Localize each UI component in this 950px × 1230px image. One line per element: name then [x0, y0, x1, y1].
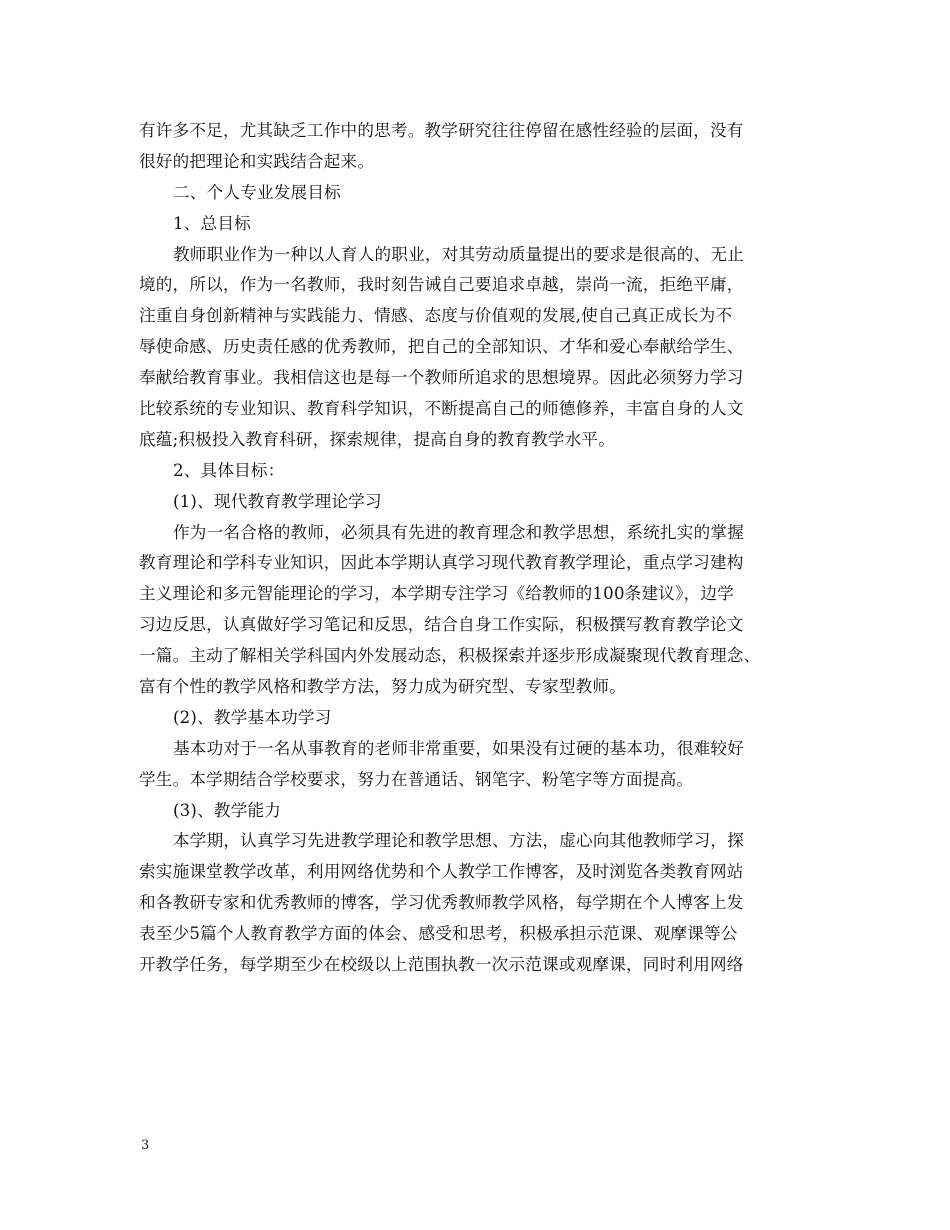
text-line: 很好的把理论和实践结合起来。 [139, 151, 375, 171]
text-line: 一篇。主动了解相关学科国内外发展动态，积极探索并逐步形成凝聚现代教育理念、 [139, 646, 761, 666]
text-line: 有许多不足，尤其缺乏工作中的思考。教学研究往往停留在感性经验的层面，没有 [139, 121, 744, 140]
text-line: 教育理论和学科专业知识，因此本学期认真学习现代教育教学理论，重点学习建构 [139, 553, 744, 573]
text-line: 习边反思，认真做好学习笔记和反思，结合自身工作实际，积极撰写教育教学论文 [139, 615, 744, 635]
item-heading: (1)、现代教育教学理论学习 [173, 491, 382, 511]
text-line: 境的，所以，作为一名教师，我时刻告诫自己要追求卓越，崇尚一流，拒绝平庸， [139, 275, 744, 295]
text-line: 富有个性的教学风格和教学方法，努力成为研究型、专家型教师。 [139, 677, 627, 697]
text-line: 学生。本学期结合学校要求，努力在普通话、钢笔字、粉笔字等方面提高。 [139, 769, 694, 789]
text-line: 索实施课堂教学改革，利用网络优势和个人教学工作博客，及时浏览各类教育网站 [139, 862, 744, 882]
text-line: 辱使命感、历史责任感的优秀教师，把自己的全部知识、才华和爱心奉献给学生、 [139, 337, 744, 357]
item-heading: (2)、教学基本功学习 [173, 707, 332, 727]
text-line: 基本功对于一名从事教育的老师非常重要，如果没有过硬的基本功，很难较好 [173, 738, 744, 758]
section-heading: 二、个人专业发展目标 [173, 182, 341, 202]
text-line: 作为一名合格的教师，必须具有先进的教育理念和教学思想，系统扎实的掌握 [173, 522, 744, 542]
text-line: 教师职业作为一种以人育人的职业，对其劳动质量提出的要求是很高的、无止 [173, 244, 744, 264]
text-line: 开教学任务，每学期至少在校级以上范围执教一次示范课或观摩课，同时利用网络 [139, 955, 744, 975]
text-line: 本学期，认真学习先进教学理论和教学思想、方法，虚心向其他教师学习，探 [173, 831, 744, 851]
text-line: 表至少5篇个人教育教学方面的体会、感受和思考，积极承担示范课、观摩课等公 [139, 924, 738, 944]
subsection-heading: 2、具体目标： [173, 460, 285, 480]
subsection-heading: 1、总目标 [173, 213, 251, 233]
text-line: 比较系统的专业知识、教育科学知识，不断提高自己的师德修养，丰富自身的人文 [139, 399, 744, 419]
text-line: 底蕴;积极投入教育科研，探索规律，提高自身的教育教学水平。 [139, 429, 616, 449]
text-line: 和各教研专家和优秀教师的博客，学习优秀教师教学风格，每学期在个人博客上发 [139, 893, 744, 913]
item-heading: (3)、教学能力 [173, 800, 282, 820]
body-text [139, 116, 829, 981]
text-line: 注重自身创新精神与实践能力、情感、态度与价值观的发展,使自己真正成长为不 [139, 306, 733, 326]
text-line: 主义理论和多元智能理论的学习，本学期专注学习《给教师的100条建议》，边学 [139, 584, 734, 604]
text-line: 奉献给教育事业。我相信这也是每一个教师所追求的思想境界。因此必须努力学习 [139, 368, 744, 388]
page-number: 3 [141, 1138, 150, 1153]
